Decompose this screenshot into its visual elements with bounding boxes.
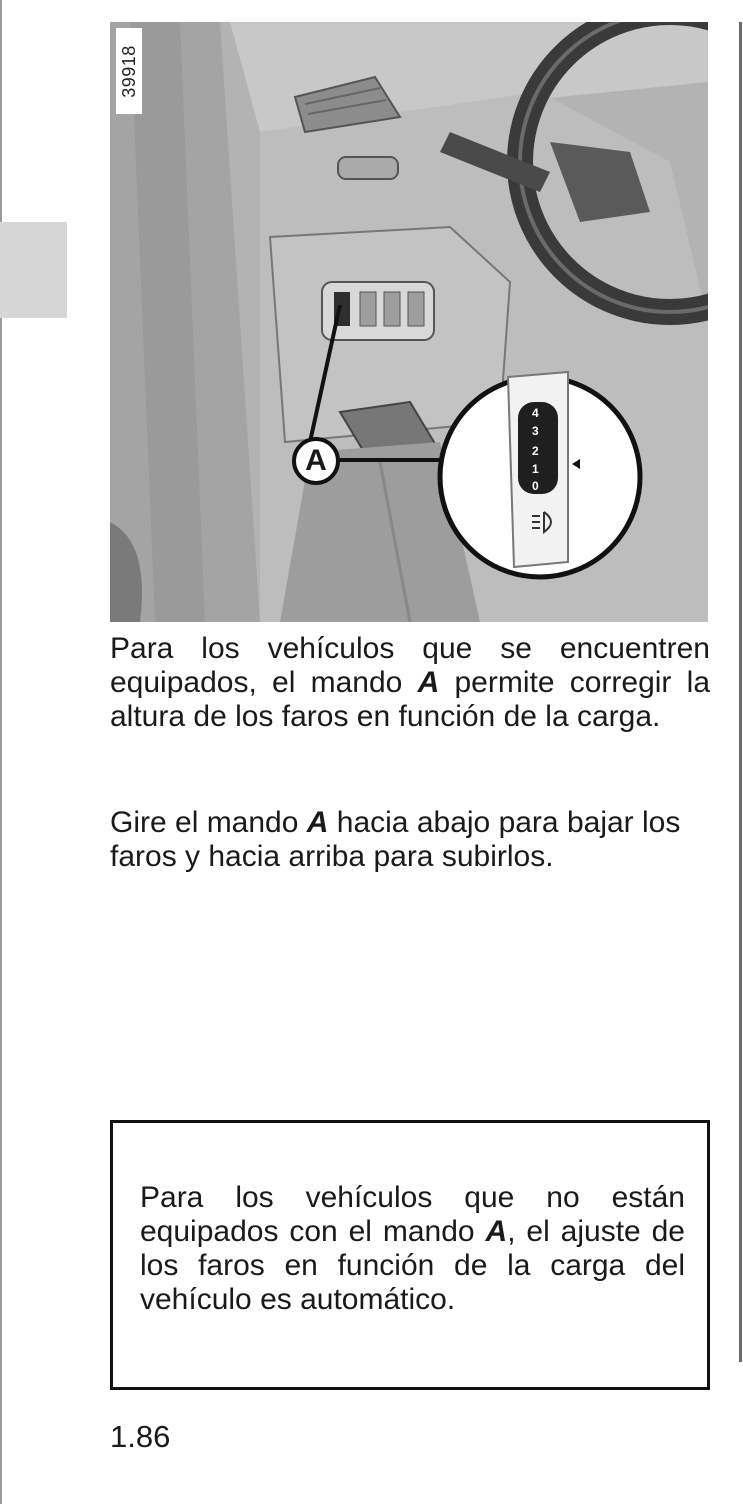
- paragraph-adjuster-usage: Gire el mando A hacia abajo para bajar los faros y hacia arriba para subirlos.: [110, 806, 681, 873]
- svg-text:2: 2: [532, 444, 539, 458]
- right-margin-rule: [739, 22, 742, 1362]
- figure-reference-code: 39918: [116, 28, 142, 114]
- note-box: [110, 1120, 710, 1390]
- svg-text:3: 3: [532, 424, 539, 438]
- paragraph-adjuster-description: Para los vehículos que se encuentren equipados, el mando A permite corregir la altura de los faros en función de la carga.: [110, 632, 710, 733]
- svg-text:0: 0: [532, 479, 539, 493]
- svg-text:1: 1: [532, 462, 539, 476]
- dashboard-illustration: [110, 22, 708, 622]
- section-tab-marker: [0, 222, 67, 318]
- callout-label-text: A: [305, 444, 327, 477]
- page-number: 1.86: [110, 1419, 171, 1454]
- callout-label-a: [292, 437, 340, 485]
- svg-text:4: 4: [532, 406, 539, 420]
- note-text: Para los vehículos que no están equipados con el mando A, el ajuste de los faros en función de la carga del vehículo es automático.: [140, 1181, 685, 1316]
